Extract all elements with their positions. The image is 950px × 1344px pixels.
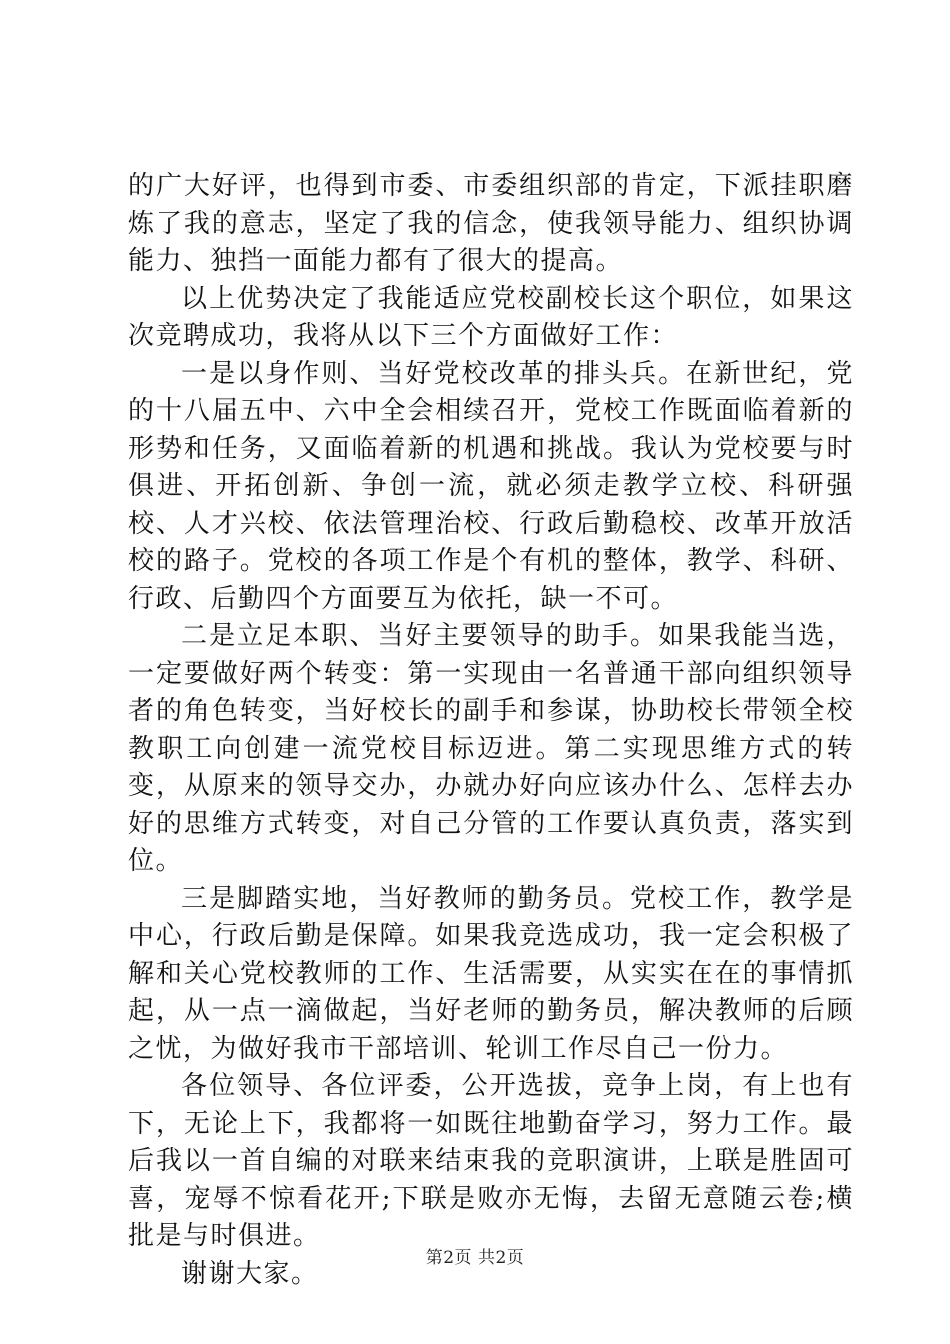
paragraph-5: 三是脚踏实地，当好教师的勤务员。党校工作，教学是中心，行政后勤是保障。如果我竞选成功，我一定会积极了解和关心党校教师的工作、生活需要，从实实在在的事情抓起，从一点一滴做起，当好老师的勤务员，解决教师的后顾之忧，为做好我市干部培训、轮训工作尽自己一份力。	[128, 883, 854, 1064]
page-footer: 第2页 共2页	[425, 1248, 525, 1268]
paragraph-6: 各位领导、各位评委，公开选拔，竞争上岗，有上也有下，无论上下，我都将一如既往地勤奋学习，努力工作。最后我以一首自编的对联来结束我的竞职演讲，上联是胜固可喜，宠辱不惊看花开;下联是败亦无悔，去留无意随云卷;横批是与时俱进。	[128, 1071, 854, 1251]
paragraph-4: 二是立足本职、当好主要领导的助手。如果我能当选，一定要做好两个转变：第一实现由一名普通干部向组织领导者的角色转变，当好校长的副手和参谋，协助校长带领全校教职工向创建一流党校目标迈进。第二实现思维方式的转变，从原来的领导交办，办就办好向应该办什么、怎样去办好的思维方式转变，对自己分管的工作要认真负责，落实到位。	[128, 621, 854, 876]
paragraph-3: 一是以身作则、当好党校改革的排头兵。在新世纪，党的十八届五中、六中全会相续召开，党校工作既面临着新的形势和任务，又面临着新的机遇和挑战。我认为党校要与时俱进、开拓创新、争创一流，就必须走教学立校、科研强校、人才兴校、依法管理治校、行政后勤稳校、改革开放活校的路子。党校的各项工作是个有机的整体，教学、科研、行政、后勤四个方面要互为依托，缺一不可。	[128, 358, 854, 614]
document-body	[128, 168, 854, 1293]
paragraph-7: 谢谢大家。	[181, 1258, 319, 1289]
paragraph-2: 以上优势决定了我能适应党校副校长这个职位，如果这次竞聘成功，我将从以下三个方面做好工作：	[128, 283, 854, 351]
paragraph-1: 的广大好评，也得到市委、市委组织部的肯定，下派挂职磨炼了我的意志，坚定了我的信念，使我领导能力、组织协调能力、独挡一面能力都有了很大的提高。	[128, 171, 854, 276]
